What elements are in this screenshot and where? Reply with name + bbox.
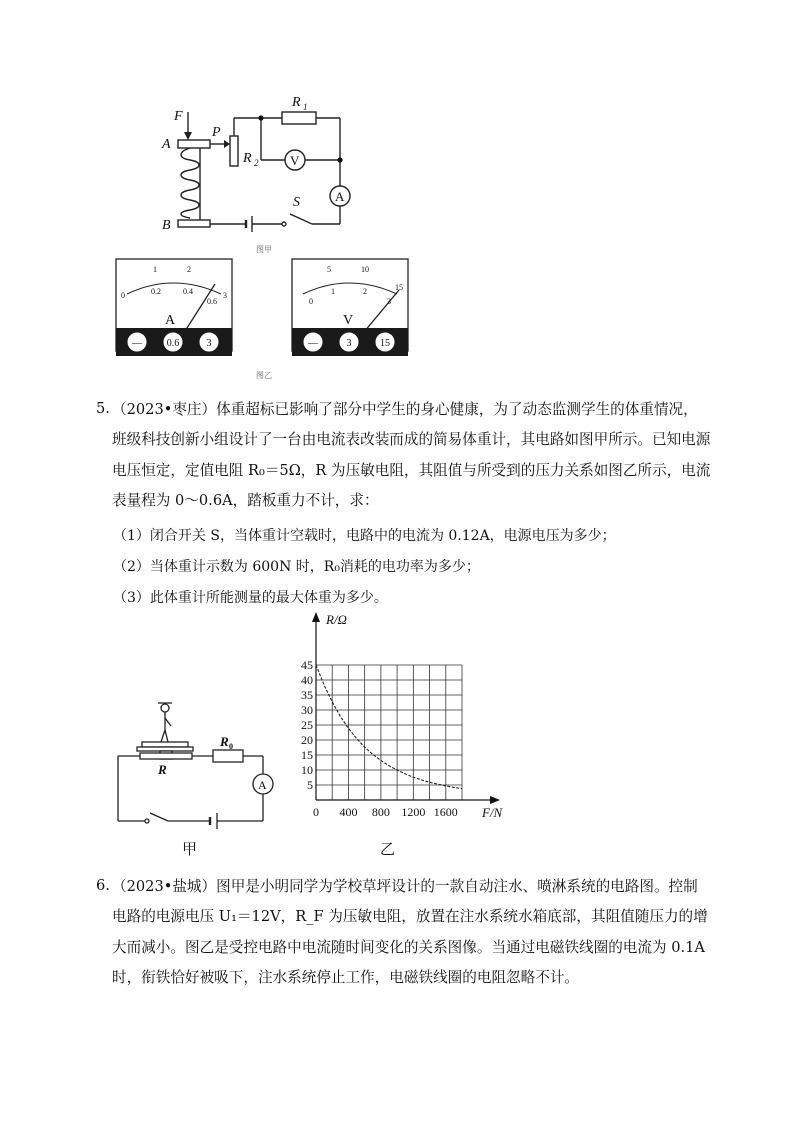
- label-s: S: [293, 195, 300, 210]
- label-r2-sub: 2: [254, 158, 259, 168]
- top-figure-caption: 图甲: [256, 245, 272, 254]
- voltmeter-top-15: 15: [395, 283, 403, 292]
- voltmeter-terminal-neg: —: [308, 338, 318, 349]
- y-tick-label: 20: [301, 733, 313, 747]
- y-tick-label: 25: [301, 718, 313, 732]
- voltmeter-top-10: 10: [361, 265, 369, 274]
- q5-r0-sub: 0: [229, 742, 233, 751]
- ammeter-terminal-neg: —: [132, 338, 142, 349]
- label-r1-sub: 1: [303, 102, 308, 112]
- q6-text: （2023•盐城）图甲是小明同学为学校草坪设计的一款自动注水、喷淋系统的电路图。控制电路的电源电压 U₁＝12V，R_F 为压敏电阻，放置在注水系统水箱底部，其阻值随压力的增大而减小。图乙是受控电路中电流随时间变化的关系图像。当通过电磁铁线圈的电流为 0.1A 时，衔铁恰好被吸下，注水系统停止工作，电磁铁线圈的电阻忽略不计。: [112, 878, 708, 986]
- q5-r0-label: R: [220, 734, 229, 749]
- ammeter-top-3: 3: [223, 291, 227, 300]
- q5-text: （2023•枣庄）体重超标已影响了部分中学生的身心健康，为了动态监测学生的体重情况，班级科技创新小组设计了一台由电流表改装而成的简易体重计，其电路如图甲所示。已知电源电压恒定，定值电阻 R₀＝5Ω，R 为压敏电阻，其阻值与所受到的压力关系如图乙所示，电流表量程为 0～0.6A，踏板重力不计，求：: [112, 401, 711, 509]
- voltmeter-top-5: 5: [327, 265, 331, 274]
- q6-number: 6.: [96, 877, 110, 894]
- y-tick-label: 30: [301, 703, 313, 717]
- r-vs-f-chart: [296, 606, 526, 826]
- voltmeter-bottom-0: 0: [309, 297, 313, 306]
- voltmeter-letter: V: [343, 313, 354, 328]
- q5-number: 5.: [96, 400, 110, 417]
- label-p: P: [212, 125, 221, 140]
- meters-caption: 图乙: [256, 371, 272, 380]
- ammeter-terminal-06: 0.6: [166, 338, 180, 349]
- ammeter-letter: A: [165, 313, 176, 328]
- y-tick-label: 40: [301, 673, 313, 687]
- q5-circuit-diagram: [110, 690, 280, 850]
- x-tick-label: 1600: [433, 805, 458, 819]
- ammeter-symbol: A: [335, 189, 345, 204]
- top-circuit-diagram: [0, 0, 800, 260]
- q5-sub3: （3）此体重计所能测量的最大体重为多少。: [113, 590, 388, 606]
- x-tick-label: 1200: [401, 805, 426, 819]
- q5-ammeter-symbol: A: [258, 778, 267, 792]
- ammeter-top-2: 2: [187, 265, 191, 274]
- y-tick-label: 5: [307, 778, 313, 792]
- y-tick-label: 10: [301, 763, 313, 777]
- ammeter-bottom-3: 0.6: [207, 297, 217, 306]
- ammeter-top-0: 0: [121, 291, 125, 300]
- voltmeter-bottom-1: 1: [331, 287, 335, 296]
- voltmeter-symbol: V: [290, 153, 300, 168]
- q5-r-label: R: [158, 762, 167, 777]
- chart-caption: 乙: [380, 840, 396, 858]
- x-tick-label: 0: [313, 805, 319, 819]
- q5-sub2: （2）当体重计示数为 600N 时，R₀消耗的电功率为多少；: [113, 559, 480, 575]
- x-axis-label: F/N: [482, 805, 503, 820]
- label-b: B: [162, 218, 171, 233]
- ammeter-terminal-3: 3: [206, 338, 212, 349]
- y-tick-label: 35: [301, 688, 313, 702]
- q5-sub1: （1）闭合开关 S，当体重计空载时，电路中的电流为 0.12A，电源电压为多少；: [113, 528, 616, 544]
- q5-circuit-caption: 甲: [182, 840, 198, 858]
- ammeter-top-1: 1: [153, 265, 157, 274]
- ammeter-bottom-2: 0.4: [183, 287, 193, 296]
- voltmeter-terminal-3: 3: [346, 338, 352, 349]
- y-tick-label: 15: [301, 748, 313, 762]
- y-tick-label: 45: [301, 658, 313, 672]
- label-f: F: [174, 109, 183, 124]
- voltmeter-terminal-15: 15: [380, 338, 390, 349]
- voltmeter-bottom-2: 2: [363, 287, 367, 296]
- x-axis-arrow: [490, 796, 500, 804]
- ammeter-dial: [115, 258, 245, 358]
- label-r1: R: [292, 95, 301, 110]
- y-axis-arrow: [312, 612, 320, 622]
- label-a: A: [162, 137, 171, 152]
- y-axis-label: R/Ω: [326, 612, 347, 627]
- x-tick-label: 800: [371, 805, 390, 819]
- x-tick-label: 400: [339, 805, 358, 819]
- ammeter-bottom-1: 0.2: [151, 287, 161, 296]
- voltmeter-dial: [291, 258, 421, 358]
- voltmeter-bottom-3: 3: [387, 297, 391, 306]
- label-r2: R: [243, 151, 252, 166]
